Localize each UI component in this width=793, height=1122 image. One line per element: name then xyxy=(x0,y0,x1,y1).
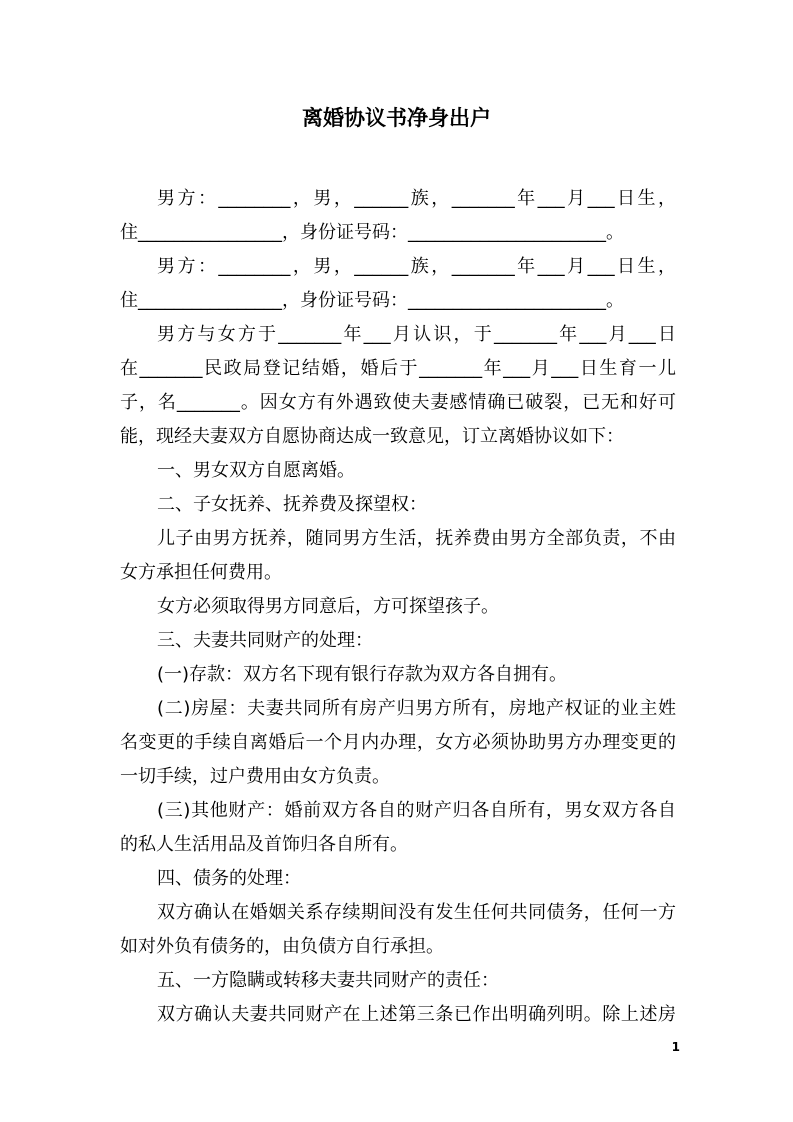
text-line: (一)存款：双方名下现有银行存款为双方各自拥有。 xyxy=(157,664,568,685)
text-line: 男方：________，男，______族，_______年___月___日生， xyxy=(157,256,676,277)
text-line: 女方必须取得男方同意后，方可探望孩子。 xyxy=(157,596,499,617)
text-line: (二)房屋：夫妻共同所有房产归男方所有，房地产权证的业主姓 xyxy=(157,698,676,719)
text-line: 一切手续，过户费用由女方负责。 xyxy=(120,766,390,787)
text-line: 四、债务的处理： xyxy=(157,868,301,889)
text-line: 一、男女双方自愿离婚。 xyxy=(157,460,355,481)
text-line: 在_______民政局登记结婚，婚后于_______年___月___日生育一儿 xyxy=(120,358,676,379)
text-line: 儿子由男方抚养，随同男方生活，抚养费由男方全部负责，不由 xyxy=(157,528,676,549)
text-line: 女方承担任何费用。 xyxy=(120,562,282,583)
text-line: 双方确认在婚姻关系存续期间没有发生任何共同债务，任何一方 xyxy=(157,902,676,923)
text-line: 子，名_______。因女方有外遇致使夫妻感情确已破裂，已无和好可 xyxy=(120,392,676,413)
text-line: (三)其他财产：婚前双方各自的财产归各自所有，男女双方各自 xyxy=(157,800,676,821)
text-line: 的私人生活用品及首饰归各自所有。 xyxy=(120,834,408,855)
text-line: 双方确认夫妻共同财产在上述第三条已作出明确列明。除上述房 xyxy=(157,1004,676,1025)
text-line: 男方：________，男，______族，_______年___月___日生， xyxy=(157,188,676,209)
text-line: 住________________，身份证号码：______________________。 xyxy=(120,222,624,243)
text-line: 五、一方隐瞒或转移夫妻共同财产的责任： xyxy=(157,970,499,991)
text-line: 如对外负有债务的，由负债方自行承担。 xyxy=(120,936,444,957)
text-line: 住________________，身份证号码：______________________。 xyxy=(120,290,624,311)
text-line: 名变更的手续自离婚后一个月内办理，女方必须协助男方办理变更的 xyxy=(120,732,676,753)
text-line: 能，现经夫妻双方自愿协商达成一致意见，订立离婚协议如下： xyxy=(120,426,624,447)
document-title: 离婚协议书净身出户 xyxy=(302,106,491,130)
text-line: 三、夫妻共同财产的处理： xyxy=(157,630,373,651)
text-line: 男方与女方于_______年___月认识，于_______年___月___日 xyxy=(157,324,676,345)
page-number: 1 xyxy=(671,1040,680,1054)
text-line: 二、子女抚养、抚养费及探望权： xyxy=(157,494,427,515)
document-body xyxy=(120,182,676,1032)
